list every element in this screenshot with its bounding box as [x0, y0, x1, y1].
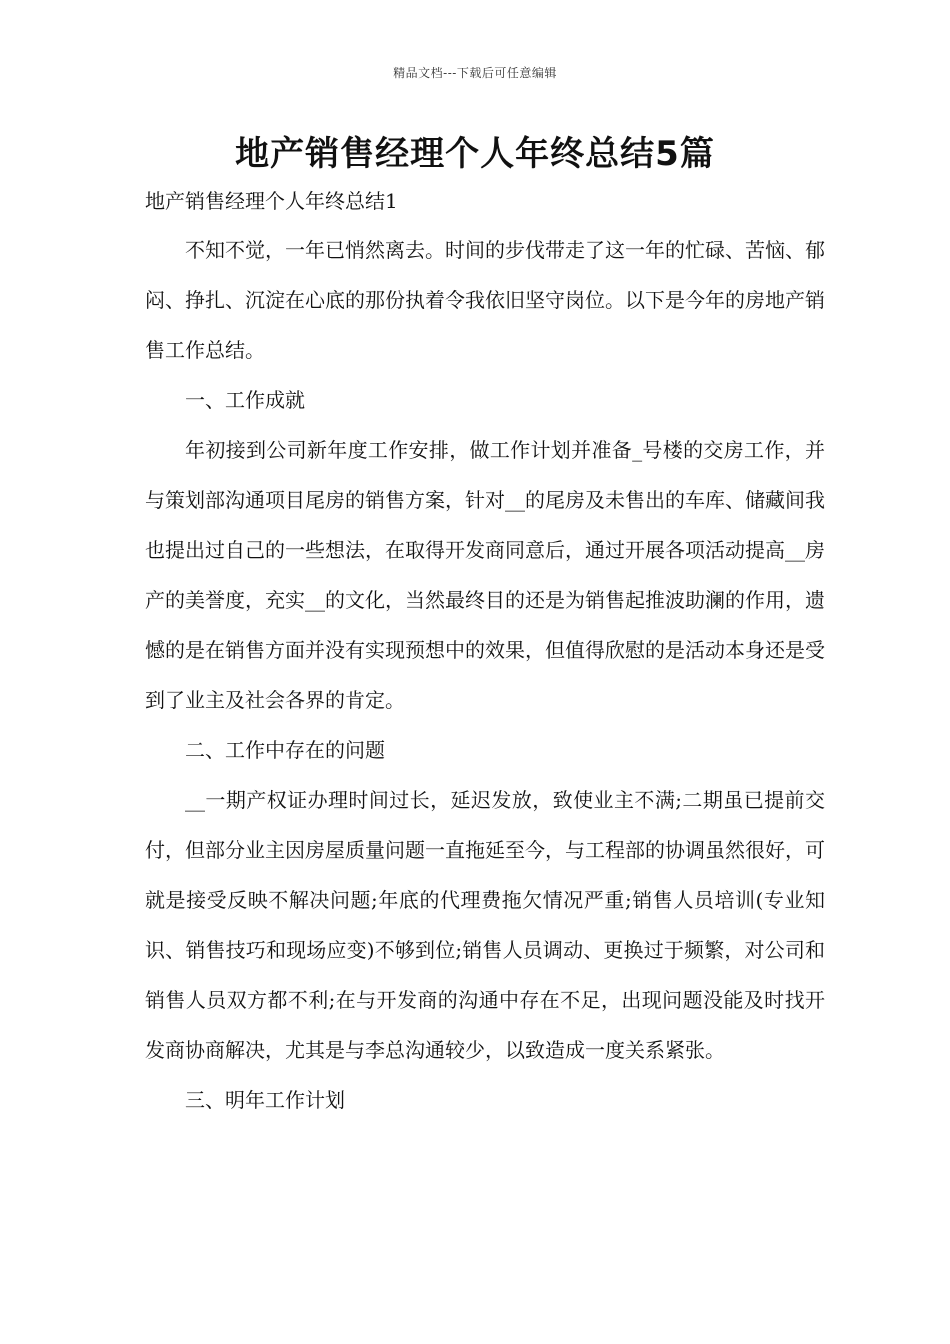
paragraph-intro: 不知不觉，一年已悄然离去。时间的步伐带走了这一年的忙碌、苦恼、郁闷、挣扎、沉淀在心底的那份执着令我依旧坚守岗位。以下是今年的房地产销售工作总结。	[145, 238, 825, 362]
paragraph-achievements: 年初接到公司新年度工作安排，做工作计划并准备_号楼的交房工作，并与策划部沟通项目尾房的销售方案，针对__的尾房及未售出的车库、储藏间我也提出过自己的一些想法，在取得开发商同意后，通过开展各项活动提高__房产的美誉度，充实__的文化，当然最终目的还是为销售起推波助澜的作用，遗憾的是在销售方面并没有实现预想中的效果，但值得欣慰的是活动本身还是受到了业主及社会各界的肯定。	[145, 438, 825, 712]
page-header: 精品文档---下载后可任意编辑	[393, 66, 557, 80]
document-subtitle: 地产销售经理个人年终总结1	[145, 189, 398, 213]
document-title: 地产销售经理个人年终总结5篇	[235, 134, 715, 174]
section-heading-plan: 三、明年工作计划	[185, 1088, 345, 1112]
section-heading-achievements: 一、工作成就	[185, 388, 305, 412]
paragraph-problems: __一期产权证办理时间过长，延迟发放，致使业主不满;二期虽已提前交付，但部分业主因房屋质量问题一直拖延至今，与工程部的协调虽然很好，可就是接受反映不解决问题;年底的代理费拖欠情况严重;销售人员培训(专业知识、销售技巧和现场应变)不够到位;销售人员调动、更换过于频繁，对公司和销售人员双方都不利;在与开发商的沟通中存在不足，出现问题没能及时找开发商协商解决，尤其是与李总沟通较少，以致造成一度关系紧张。	[145, 788, 825, 1062]
section-heading-problems: 二、工作中存在的问题	[185, 738, 385, 762]
document-body	[145, 225, 825, 1125]
